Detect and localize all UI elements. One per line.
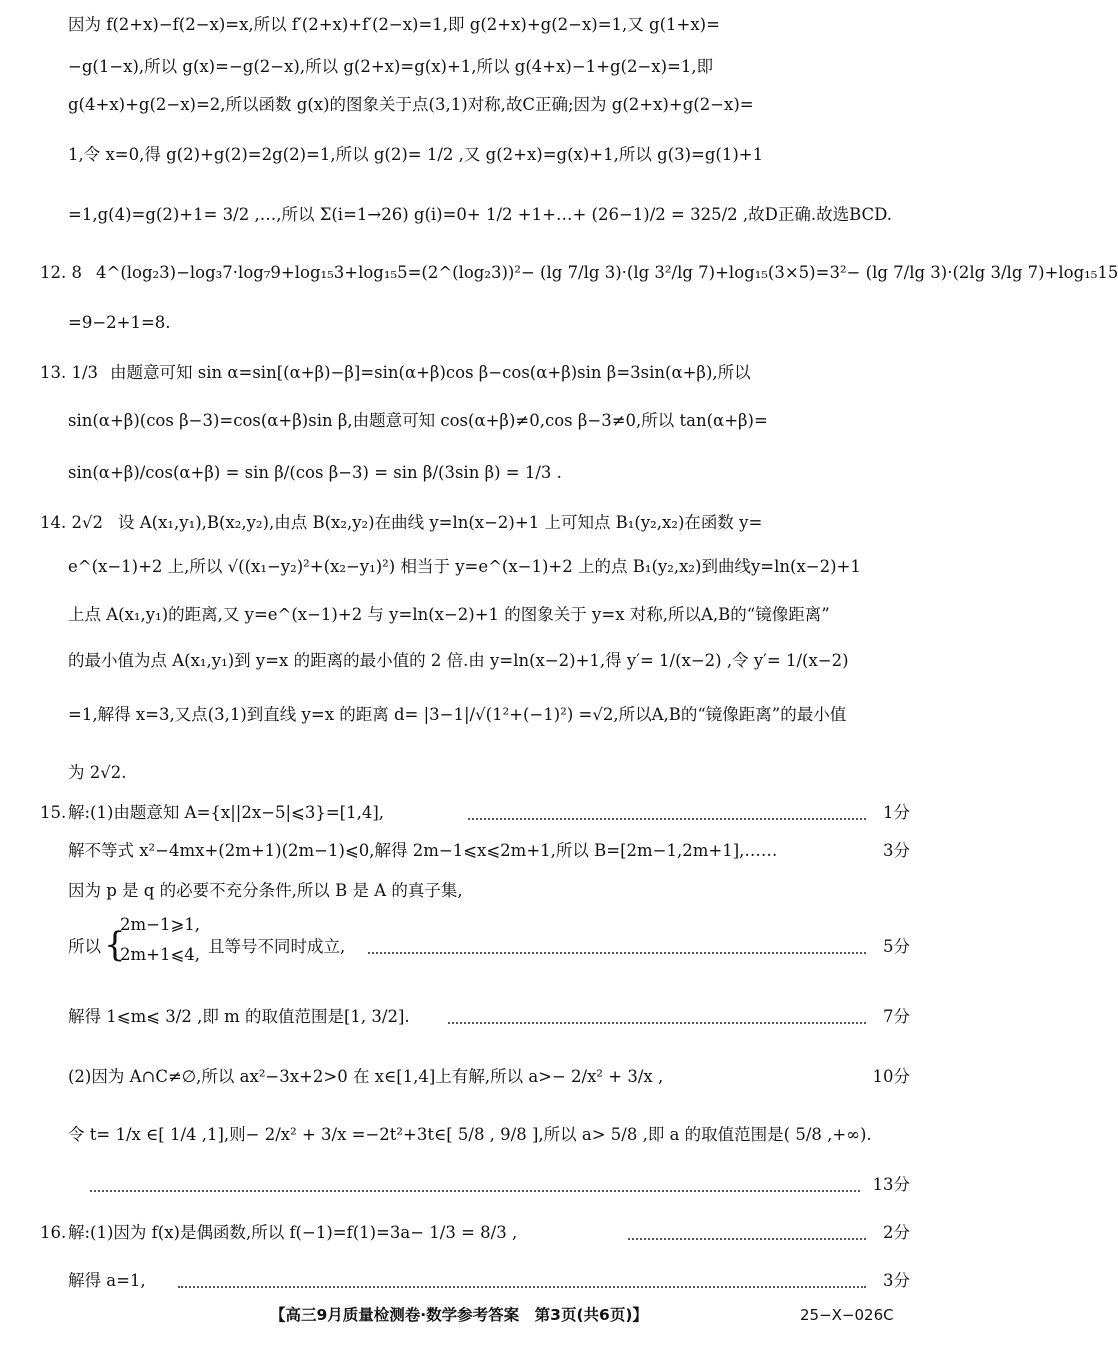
question-number-12: 12. 8 [40,263,82,282]
question-number-15: 15. [40,803,67,822]
line-text: 2m+1⩽4, [120,945,201,964]
text-line: 因为 p 是 q 的必要不充分条件,所以 B 是 A 的真子集, [68,881,463,900]
text-line: 令 t= 1/x ∈[ 1/4 ,1],则− 2/x² + 3/x =−2t²+3t∈[ 5/8 , 9/8 ],所以 a> 5/8 ,即 a 的取值范围是( 5/8 ,+∞). [68,1125,872,1144]
text-line: 设 A(x₁,y₁),B(x₂,y₂),由点 B(x₂,y₂)在曲线 y=ln(x−2)+1 上可知点 B₁(y₂,x₂)在函数 y= [118,513,763,532]
leader-dots [90,1190,860,1192]
system-line [68,915,910,972]
line-text: 所以 [68,937,101,956]
text-line: =1,解得 x=3,又点(3,1)到直线 y=x 的距离 d= |3−1|/√(1²+(−1)²) =√2,所以A,B的“镜像距离”的最小值 [68,705,847,724]
text-line: g(4+x)+g(2−x)=2,所以函数 g(x)的图象关于点(3,1)对称,故C正确;因为 g(2+x)+g(2−x)= [68,95,754,114]
score-label: 5分 [879,922,910,972]
leader-dots [468,818,866,820]
text-line: 1,令 x=0,得 g(2)+g(2)=2g(2)=1,所以 g(2)= 1/2 ,又 g(2+x)=g(x)+1,所以 g(3)=g(1)+1 [68,145,764,164]
text-line: 为 2√2. [68,763,127,782]
text-line [68,1052,910,1102]
brace-icon: { [104,925,126,965]
score-label: 3分 [879,826,910,876]
line-text: 解:(1)由题意知 A={x||2x−5|⩽3}=[1,4], [68,803,385,822]
text-line [68,1208,910,1258]
score-label: 10分 [869,1052,911,1102]
line-text: 解不等式 x²−4mx+(2m+1)(2m−1)⩽0,解得 2m−1⩽x⩽2m+1,所以 B=[2m−1,2m+1],…… [68,841,778,860]
page-footer [0,1295,950,1335]
question-number-13: 13. 1/3 [40,363,99,382]
text-line: =9−2+1=8. [68,313,171,332]
text-line: 上点 A(x₁,y₁)的距离,又 y=e^(x−1)+2 与 y=ln(x−2)+1 的图象关于 y=x 对称,所以A,B的“镜像距离” [68,605,830,624]
leader-dots [368,952,866,954]
line-text: 2m−1⩾1, [120,915,201,934]
question-number-16: 16. [40,1223,67,1242]
text-line: sin(α+β)(cos β−3)=cos(α+β)sin β,由题意可知 cos(α+β)≠0,cos β−3≠0,所以 tan(α+β)= [68,411,768,430]
text-line [68,992,910,1042]
document-code: 25−X−026C [800,1306,894,1324]
line-text: (2)因为 A∩C≠∅,所以 ax²−3x+2>0 在 x∈[1,4]上有解,所以 a>− 2/x² + 3/x , [68,1067,664,1086]
line-text: 解得 a=1, [68,1271,146,1290]
score-label: 3分 [879,1256,910,1306]
line-text: 解:(1)因为 f(x)是偶函数,所以 f(−1)=f(1)=3a− 1/3 = 8/3 , [68,1223,518,1242]
text-line: =1,g(4)=g(2)+1= 3/2 ,…,所以 Σ(i=1→26) g(i)=0+ 1/2 +1+…+ (26−1)/2 = 325/2 ,故D正确.故选BCD. [68,205,893,224]
footer-title: 【高三9月质量检测卷·数学参考答案 第3页(共6页)】 [270,1306,648,1324]
text-line: −g(1−x),所以 g(x)=−g(2−x),所以 g(2+x)=g(x)+1,所以 g(4+x)−1+g(2−x)=1,即 [68,57,714,76]
text-line: sin(α+β)/cos(α+β) = sin β/(cos β−3) = sin β/(3sin β) = 1/3 . [68,463,562,482]
leader-dots [448,1022,866,1024]
leader-dots [628,1238,866,1240]
line-text: 且等号不同时成立, [208,937,346,956]
text-line: 4^(log₂3)−log₃7·log₇9+log₁₅3+log₁₅5=(2^(log₂3))²− (lg 7/lg 3)·(lg 3²/lg 7)+log₁₅(3×5)=3²− (lg 7/lg 3)·(2lg 3/lg 7)+log₁₅15 [96,263,1118,282]
text-line: 的最小值为点 A(x₁,y₁)到 y=x 的距离的最小值的 2 倍.由 y=ln(x−2)+1,得 y′= 1/(x−2) ,令 y′= 1/(x−2) [68,651,849,670]
line-text: 解得 1⩽m⩽ 3/2 ,即 m 的取值范围是[1, 3/2]. [68,1007,410,1026]
score-label: 13分 [869,1160,911,1210]
text-line: 由题意可知 sin α=sin[(α+β)−β]=sin(α+β)cos β−cos(α+β)sin β=3sin(α+β),所以 [110,363,751,382]
text-line: e^(x−1)+2 上,所以 √((x₁−y₂)²+(x₂−y₁)²) 相当于 y=e^(x−1)+2 上的点 B₁(y₂,x₂)到曲线y=ln(x−2)+1 [68,557,861,576]
score-label: 2分 [879,1208,910,1258]
leader-dots [178,1286,866,1288]
score-label: 7分 [879,992,910,1042]
text-line [90,1160,910,1210]
score-label: 1分 [879,788,910,838]
question-number-14: 14. 2√2 [40,513,103,532]
text-line: 因为 f(2+x)−f(2−x)=x,所以 f′(2+x)+f′(2−x)=1,即 g(2+x)+g(2−x)=1,又 g(1+x)= [68,15,720,34]
